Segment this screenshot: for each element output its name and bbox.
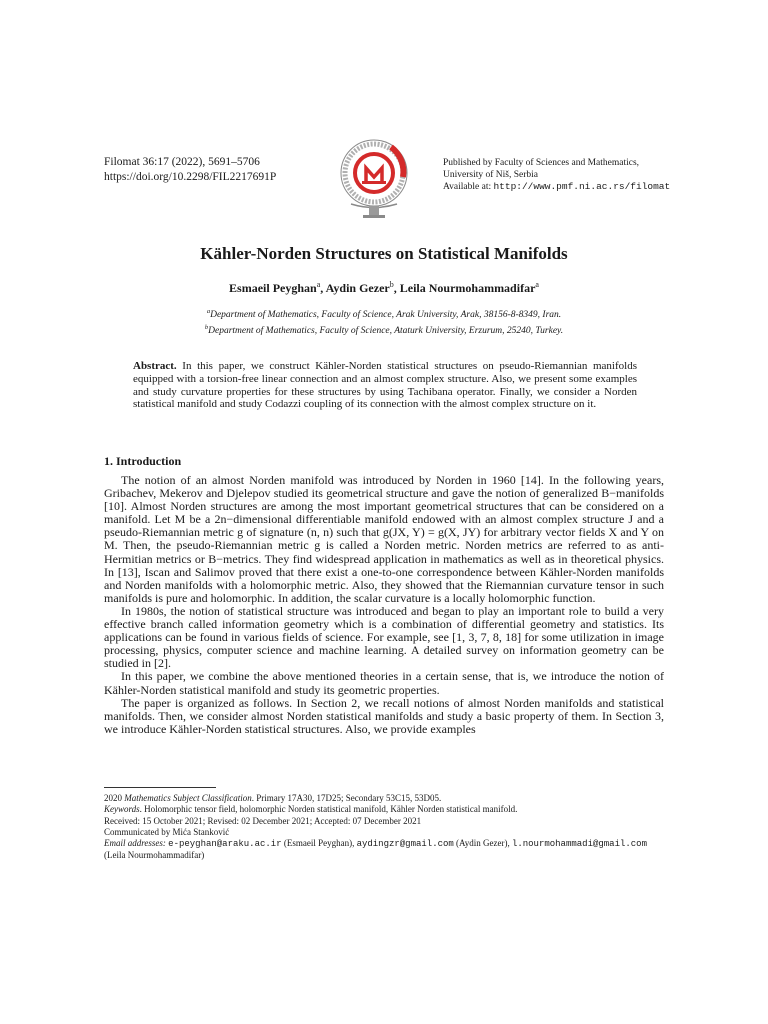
footnote-divider [104, 787, 216, 788]
section-heading: 1. Introduction [104, 454, 182, 468]
author-affil-sup: b [389, 280, 394, 289]
university-seal-icon [337, 137, 411, 221]
abstract-text: In this paper, we construct Kähler-Norden statistical structures on pseudo-Riemannian manifolds equipped with a torsion-free linear connection and an almost complex structure. Also, we present some examples and study curvature properties for these structures by using Tachibana operator. Finally, we consider a Norden statistical manifold and study Codazzi coupling of its connection with the almost complex structure on it. [133, 360, 637, 411]
abstract-label: Abstract. [133, 360, 177, 372]
communicated-by: Communicated by Mića Stanković [104, 826, 230, 837]
publisher-info [443, 157, 670, 193]
email-owner: (Aydin Gezer), [453, 838, 512, 849]
available-label: Available at: [443, 182, 494, 192]
email-link[interactable]: l.nourmohammadi@gmail.com [511, 839, 647, 850]
affil-sup: b [204, 323, 209, 331]
footnotes [104, 793, 669, 862]
author-list [0, 280, 768, 296]
body-text [104, 474, 664, 736]
email-label: Email addresses: [104, 838, 166, 849]
received-dates: Received: 15 October 2021; Revised: 02 December 2021; Accepted: 07 December 2021 [104, 815, 422, 826]
author-sep: , [320, 281, 326, 295]
msc-footnote [104, 793, 669, 804]
journal-header [104, 155, 276, 185]
abstract [133, 360, 637, 411]
author-name: Esmaeil Peyghan [229, 281, 317, 295]
email-link[interactable]: aydingzr@gmail.com [356, 839, 454, 850]
university-logo [337, 137, 411, 221]
email-addresses [104, 838, 669, 850]
affil-sup: a [206, 308, 211, 315]
affiliation [0, 322, 768, 338]
publisher-location: University of Niš, Serbia [443, 170, 538, 180]
affil-text: Department of Mathematics, Faculty of Science, Ataturk University, Erzurum, 25240, Turkey. [208, 325, 564, 336]
available-at [443, 181, 670, 193]
msc-prefix: 2020 [104, 793, 125, 803]
paragraph: In 1980s, the notion of statistical structure was introduced and began to play an important role to build a very effective branch called information geometry which is a combination of differential geometry and statistics. Its applications can be found in various fields of science. For example, see [1, 3, 7, 8, 18] for some utilization in image processing, physics, computer science and machine learning. A detailed survey on information geometry can be studied in [2]. [104, 603, 664, 671]
author-sep: , [393, 281, 400, 295]
author-affil-sup: a [316, 280, 321, 289]
affil-text: Department of Mathematics, Faculty of Science, Arak University, Arak, 38156-8-8349, Iran. [210, 310, 562, 321]
keywords-text: . Holomorphic tensor field, holomorphic Norden statistical manifold, Kähler Norden statistical manifold. [139, 804, 518, 815]
author-name: Aydin Gezer [325, 281, 390, 295]
affiliations [0, 306, 768, 337]
publisher-line: Published by Faculty of Sciences and Mathematics, [443, 158, 640, 168]
email-owner-last: (Leila Nourmohammadifar) [104, 850, 205, 861]
author-name: Leila Nourmohammadifar [399, 281, 536, 295]
email-link[interactable]: e-peyghan@araku.ac.ir [168, 839, 282, 850]
paper-title: Kähler-Norden Structures on Statistical Manifolds [200, 244, 568, 263]
affiliation [0, 306, 768, 322]
journal-url-link[interactable]: http://www.pmf.ni.ac.rs/filomat [493, 181, 671, 192]
paragraph: The notion of an almost Norden manifold was introduced by Norden in 1960 [14]. In the following years, Gribachev, Mekerov and Djelepov studied its geometrical structure and gave the notion of generalized B−manifolds [10]. Almost Norden structures are among the most important geometrical structures that can be considered on a manifold. Let M be a 2n−dimensional differentiable manifold endowed with an almost complex structure J and a pseudo-Riemannian metric g of signature (n, n) such that g(JX, Y) = g(X, JY) for arbitrary vector fields X and Y on M. Then, the pseudo-Riemannian metric g is called a Norden metric. Norden metrics are referred to as anti-Hermitian metrics or B−metrics. They find widespread application in mathematics as well as in theoretical physics. In [13], Iscan and Salimov proved that there exist a one-to-one correspondence between Kähler-Norden manifolds and Norden manifolds with a holomorphic metric. Also, they showed that the Riemannian curvature tensor in such manifolds is pure and holomorphic. In addition, the scalar curvature is a locally holomorphic function. [104, 473, 664, 605]
keywords-footnote [104, 804, 669, 815]
msc-label: Mathematics Subject Classification [124, 793, 252, 803]
journal-citation: Filomat 36:17 (2022), 5691–5706 [104, 156, 260, 168]
msc-text: . Primary 17A30, 17D25; Secondary 53C15, 53D05. [251, 793, 442, 803]
paragraph: The paper is organized as follows. In Section 2, we recall notions of almost Norden manifolds and statistical manifolds. Then, we consider almost Norden statistical manifolds and study a basic property of them. In Section 3, we introduce Kähler-Norden statistical structures. Also, we provide examples [104, 695, 664, 736]
author-affil-sup: a [535, 280, 539, 289]
doi-link[interactable]: https://doi.org/10.2298/FIL2217691P [104, 171, 277, 183]
email-owner: (Esmaeil Peyghan), [281, 838, 357, 849]
paragraph: In this paper, we combine the above mentioned theories in a certain sense, that is, we introduce the notion of Kähler-Norden statistical manifold and study its geometric properties. [104, 669, 664, 697]
keywords-label: Keywords [104, 804, 140, 815]
